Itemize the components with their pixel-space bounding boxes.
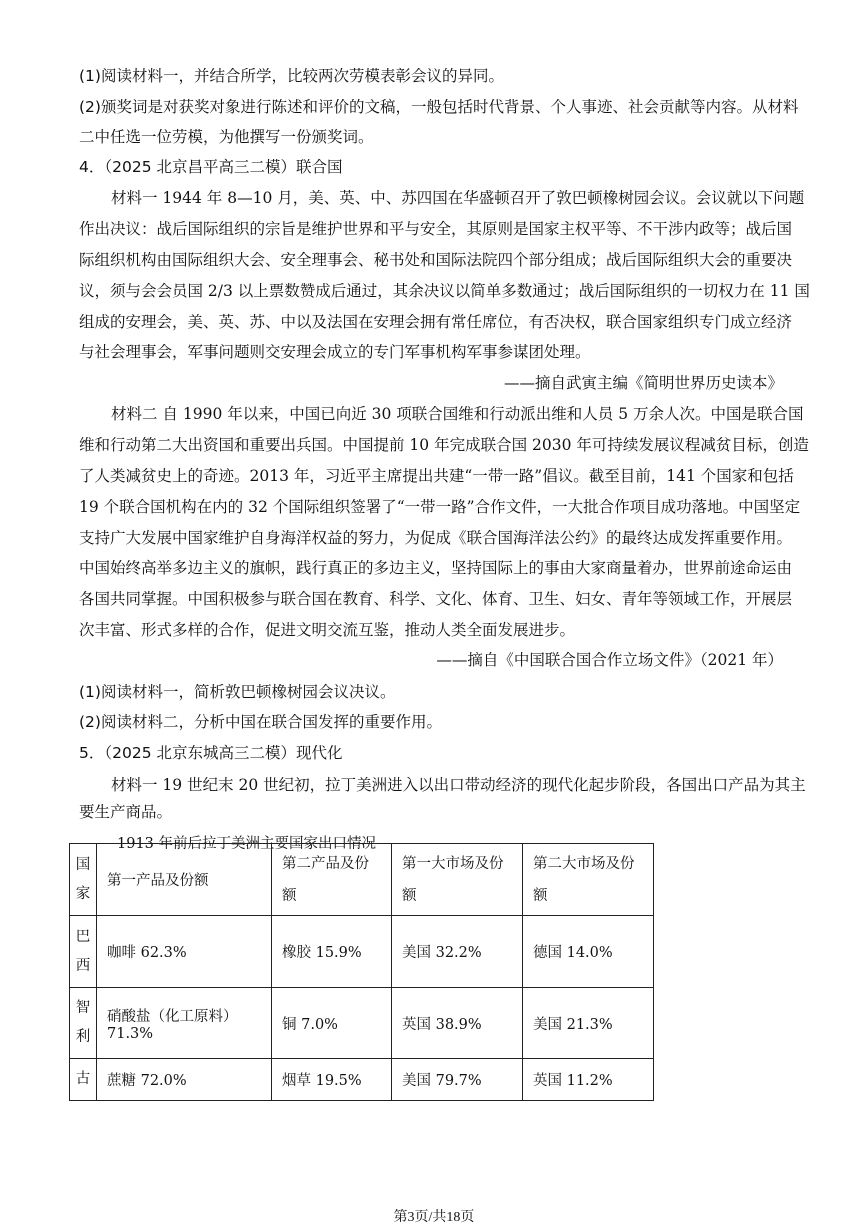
header-second-product: 第二产品及份 额 [272,844,392,916]
q4-material-2-line-3: 了人类减贫史上的奇迹。2013 年，习近平主席提出共建“一带一路”倡议。截至目前，141 个国家和包括 [79,467,794,485]
header-first-product: 第一产品及份额 [97,844,272,916]
cell-first-market: 英国 38.9% [392,988,523,1059]
export-table [69,843,654,1101]
table-row [70,916,654,988]
q4-material-2-line-6: 中国始终高举多边主义的旗帜，践行真正的多边主义，坚持国际上的事由大家商量着办，世界前途命运由 [79,559,793,577]
question-4-part-2: (2)阅读材料二，分析中国在联合国发挥的重要作用。 [79,713,442,731]
cell-second-product: 橡胶 15.9% [272,916,392,988]
q4-material-2-line-5: 支持广大发展中国家维护自身海洋权益的努力，为促成《联合国海洋法公约》的最终达成发挥重要作用。 [79,529,793,547]
header-second-market: 第二大市场及份 额 [523,844,654,916]
question-4-heading: 4．（2025 北京昌平高三二模）联合国 [79,158,343,176]
cell-first-product: 硝酸盐（化工原料）71.3% [97,988,272,1059]
table-row [70,988,654,1059]
q4-material-1-line-1: 材料一 1944 年 8—10 月，美、英、中、苏四国在华盛顿召开了敦巴顿橡树园会议。会议就以下问题 [111,189,805,207]
q4-material-2-line-8: 次丰富、形式多样的合作，促进文明交流互鉴，推动人类全面发展进步。 [79,621,576,639]
header-country: 国 家 [70,844,97,916]
q4-material-2-line-1: 材料二 自 1990 年以来，中国已向近 30 项联合国维和行动派出维和人员 5 万余人次。中国是联合国 [111,405,804,423]
q4-material-2-line-2: 维和行动第二大出资国和重要出兵国。中国提前 10 年完成联合国 2030 年可持续发展议程减贫目标，创造 [79,436,809,454]
question-3-part-1: (1)阅读材料一，并结合所学，比较两次劳模表彰会议的异同。 [79,67,504,85]
cell-country: 巴 西 [70,916,97,988]
q4-material-1-line-2: 作出决议：战后国际组织的宗旨是维护世界和平与安全，其原则是国家主权平等、不干涉内政等；战后国 [79,220,793,238]
q4-material-1-line-4: 议，须与会会员国 2/3 以上票数赞成后通过，其余决议以简单多数通过；战后国际组织的一切权力在 11 国 [79,282,810,300]
q4-material-1-source: ——摘自武寅主编《简明世界历史读本》 [503,374,783,392]
cell-second-product: 烟草 19.5% [272,1059,392,1101]
q4-material-2-line-7: 各国共同掌握。中国积极参与联合国在教育、科学、文化、体育、卫生、妇女、青年等领域工作，开展层 [79,590,793,608]
cell-second-market: 英国 11.2% [523,1059,654,1101]
q4-material-1-line-3: 际组织机构由国际组织大会、安全理事会、秘书处和国际法院四个部分组成；战后国际组织大会的重要决 [79,251,793,269]
page-number-footer: 第3页/共18页 [393,1210,475,1225]
q4-material-1-line-5: 组成的安理会，美、英、苏、中以及法国在安理会拥有常任席位，有否决权，联合国家组织专门成立经济 [79,313,793,331]
cell-second-product: 铜 7.0% [272,988,392,1059]
cell-first-product: 咖啡 62.3% [97,916,272,988]
question-5-heading: 5．（2025 北京东城高三二模）现代化 [79,744,343,762]
question-3-part-2-line-2: 二中任选一位劳模，为他撰写一份颁奖词。 [79,128,374,146]
cell-country: 古 [70,1059,97,1101]
cell-country: 智 利 [70,988,97,1059]
cell-second-market: 德国 14.0% [523,916,654,988]
question-4-part-1: (1)阅读材料一，简析敦巴顿橡树园会议决议。 [79,683,396,701]
cell-first-market: 美国 32.2% [392,916,523,988]
table-row [70,1059,654,1101]
cell-first-market: 美国 79.7% [392,1059,523,1101]
q4-material-1-line-6: 与社会理事会，军事问题则交安理会成立的专门军事机构军事参谋团处理。 [79,343,591,361]
table-header-row [70,844,654,916]
q5-material-1-line-1: 材料一 19 世纪末 20 世纪初，拉丁美洲进入以出口带动经济的现代化起步阶段，各国出口产品为其主 [111,776,806,794]
header-first-market: 第一大市场及份 额 [392,844,523,916]
question-3-part-2-line-1: (2)颁奖词是对获奖对象进行陈述和评价的文稿，一般包括时代背景、个人事迹、社会贡献等内容。从材料 [79,98,799,116]
cell-first-product: 蔗糖 72.0% [97,1059,272,1101]
q4-material-2-line-4: 19 个联合国机构在内的 32 个国际组织签署了“一带一路”合作文件，一大批合作项目成功落地。中国坚定 [79,498,801,516]
q5-material-1-line-2: 要生产商品。 [79,803,173,821]
q4-material-2-source: ——摘自《中国联合国合作立场文件》（2021 年） [436,651,783,669]
cell-second-market: 美国 21.3% [523,988,654,1059]
table-caption: 1913 年前后拉丁美洲主要国家出口情况 [117,836,377,852]
